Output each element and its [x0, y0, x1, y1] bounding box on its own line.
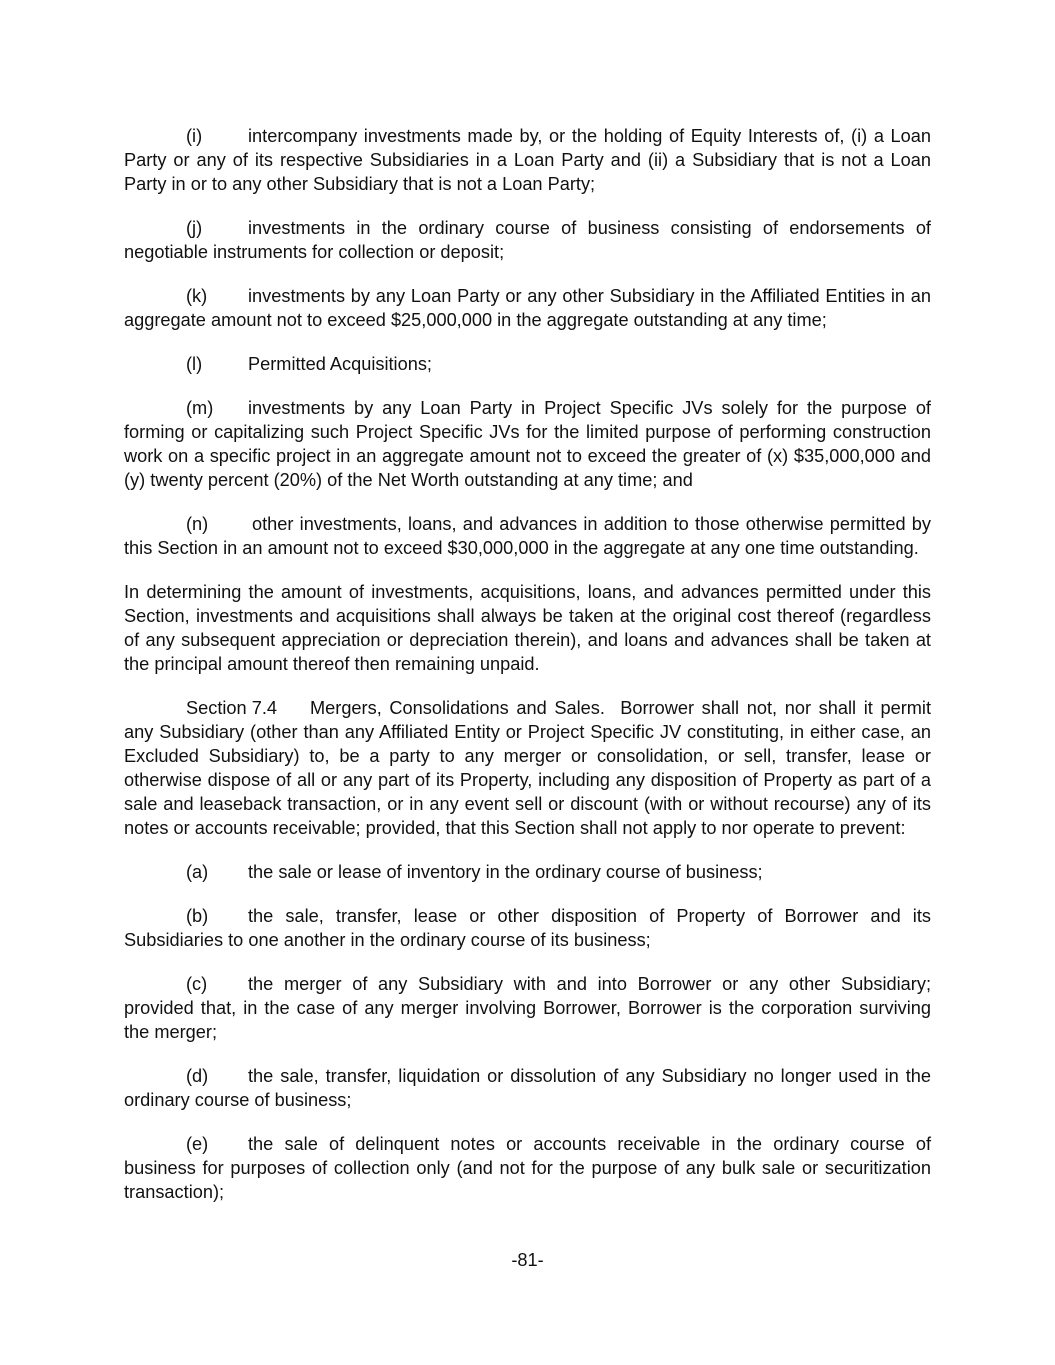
clause-e	[124, 1132, 931, 1204]
section-number: Section 7.4	[186, 698, 277, 718]
page-number: -81-	[511, 1250, 544, 1270]
clause-n	[124, 512, 931, 560]
clause-label: (b)	[186, 906, 209, 926]
clause-text: other investments, loans, and advances in addition to those otherwise permitted by this Section in an amount not to exceed $30,000,000 in the aggregate at any one time outstanding.	[124, 514, 931, 558]
clause-a	[124, 860, 931, 884]
clause-i	[124, 124, 931, 196]
clause-text: investments by any Loan Party or any other Subsidiary in the Affiliated Entities in an aggregate amount not to exceed $25,000,000 in the aggregate outstanding at any time;	[124, 286, 931, 330]
section-title: Mergers, Consolidations and Sales.	[310, 698, 605, 718]
clause-d	[124, 1064, 931, 1112]
clause-label: (j)	[186, 218, 203, 238]
clause-label: (l)	[186, 354, 203, 374]
section-text: Borrower shall not, nor shall it permit any Subsidiary (other than any Affiliated Entity or Project Specific JV constituting, in either case, an Excluded Subsidiary) to, be a party to any merger or consolidation, or sell, transfer, lease or otherwise dispose of all or any part of its Property, including any disposition of Property as part of a sale and leaseback transaction, or in any event sell or discount (with or without recourse) any of its notes or accounts receivable; provided, that this Section shall not apply to nor operate to prevent:	[124, 698, 931, 838]
clause-c	[124, 972, 931, 1044]
clause-text: investments in the ordinary course of business consisting of endorsements of negotiable instruments for collection or deposit;	[124, 218, 931, 262]
clause-label: (m)	[186, 398, 214, 418]
document-body	[124, 124, 931, 1224]
clause-text: the sale, transfer, liquidation or dissolution of any Subsidiary no longer used in the ordinary course of business;	[124, 1066, 931, 1110]
clause-label: (e)	[186, 1134, 209, 1154]
clause-text: the sale of delinquent notes or accounts receivable in the ordinary course of business for purposes of collection only (and not for the purpose of any bulk sale or securitization transaction);	[124, 1134, 931, 1202]
clause-text: intercompany investments made by, or the holding of Equity Interests of, (i) a Loan Party or any of its respective Subsidiaries in a Loan Party and (ii) a Subsidiary that is not a Loan Party in or to any other Subsidiary that is not a Loan Party;	[124, 126, 931, 194]
clause-text: the merger of any Subsidiary with and into Borrower or any other Subsidiary; provided that, in the case of any merger involving Borrower, Borrower is the corporation surviving the merger;	[124, 974, 931, 1042]
clause-label: (n)	[186, 514, 209, 534]
clause-j	[124, 216, 931, 264]
clause-text: the sale, transfer, lease or other disposition of Property of Borrower and its Subsidiaries to one another in the ordinary course of its business;	[124, 906, 931, 950]
clause-m	[124, 396, 931, 492]
clause-label: (c)	[186, 974, 208, 994]
clause-k	[124, 284, 931, 332]
section-7-4	[124, 696, 931, 840]
clause-text: investments by any Loan Party in Project Specific JVs solely for the purpose of forming or capitalizing such Project Specific JVs for the limited purpose of performing construction work on a specific project in an aggregate amount not to exceed the greater of (x) $35,000,000 and (y) twenty percent (20%) of the Net Worth outstanding at any time; and	[124, 398, 931, 490]
clause-text: the sale or lease of inventory in the ordinary course of business;	[248, 862, 763, 882]
clause-label: (a)	[186, 862, 209, 882]
determining-paragraph: In determining the amount of investments, acquisitions, loans, and advances permitted under this Section, investments and acquisitions shall always be taken at the original cost thereof (regardless of any subsequent appreciation or depreciation therein), and loans and advances shall be taken at the principal amount thereof then remaining unpaid.	[124, 582, 931, 674]
clause-label: (i)	[186, 126, 203, 146]
clause-l	[124, 352, 931, 376]
clause-text: Permitted Acquisitions;	[248, 354, 432, 374]
clause-label: (d)	[186, 1066, 209, 1086]
clause-label: (k)	[186, 286, 208, 306]
clause-b	[124, 904, 931, 952]
